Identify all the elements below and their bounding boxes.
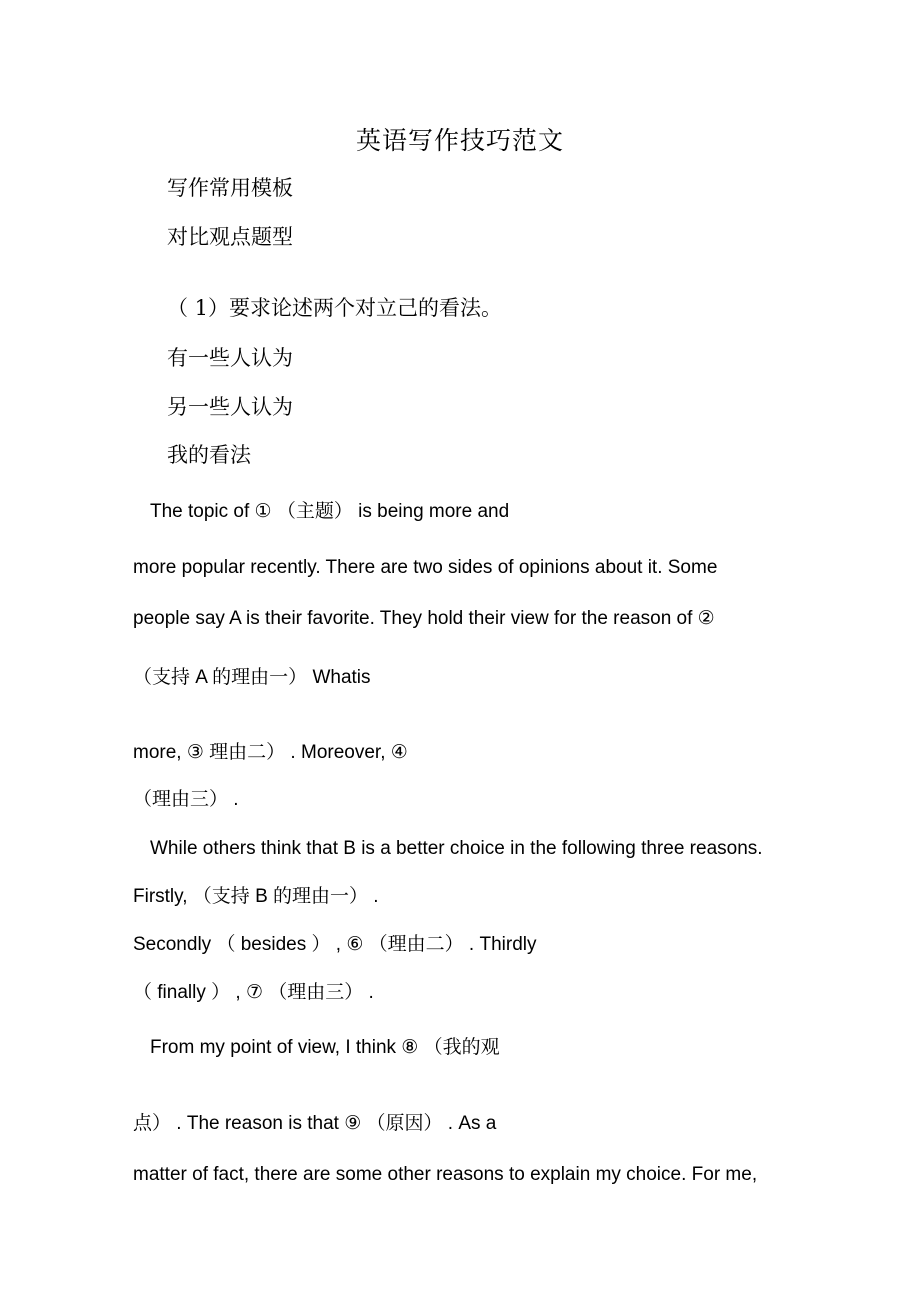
paragraph-1-line: people say A is their favorite. They hold their view for the reason of ② [133, 608, 715, 629]
paragraph-1-line: more popular recently. There are two sides of opinions about it. Some [133, 557, 718, 578]
requirement-text: （ 1）要求论述两个对立己的看法。 [167, 296, 503, 320]
paragraph-2-line: Secondly （ besides ） , ⑥ （理由二） . Thirdly [133, 934, 537, 955]
paragraph-1-line: （支持 A 的理由一） Whatis [133, 667, 371, 688]
paragraph-3-line: From my point of view, I think ⑧ （我的观 [150, 1037, 500, 1058]
heading-templates: 写作常用模板 [167, 176, 293, 200]
paragraph-3-line: matter of fact, there are some other reasons to explain my choice. For me, [133, 1164, 758, 1185]
outline-item: 我的看法 [167, 443, 251, 467]
heading-contrast-type: 对比观点题型 [167, 225, 293, 249]
paragraph-1-line: The topic of ① （主题） is being more and [150, 501, 510, 522]
document-title: 英语写作技巧范文 [355, 126, 564, 155]
paragraph-1-line: （理由三） . [133, 789, 239, 810]
paragraph-2-line: Firstly, （支持 B 的理由一） . [133, 886, 379, 907]
paragraph-3-line: 点） . The reason is that ⑨ （原因） . As a [133, 1113, 497, 1134]
paragraph-1-line: more, ③ 理由二） . Moreover, ④ [133, 742, 408, 763]
paragraph-2-line: While others think that B is a better choice in the following three reasons. [150, 838, 763, 859]
outline-item: 另一些人认为 [167, 395, 293, 419]
outline-item: 有一些人认为 [167, 346, 293, 370]
paragraph-2-line: （ finally ） , ⑦ （理由三） . [133, 982, 374, 1003]
